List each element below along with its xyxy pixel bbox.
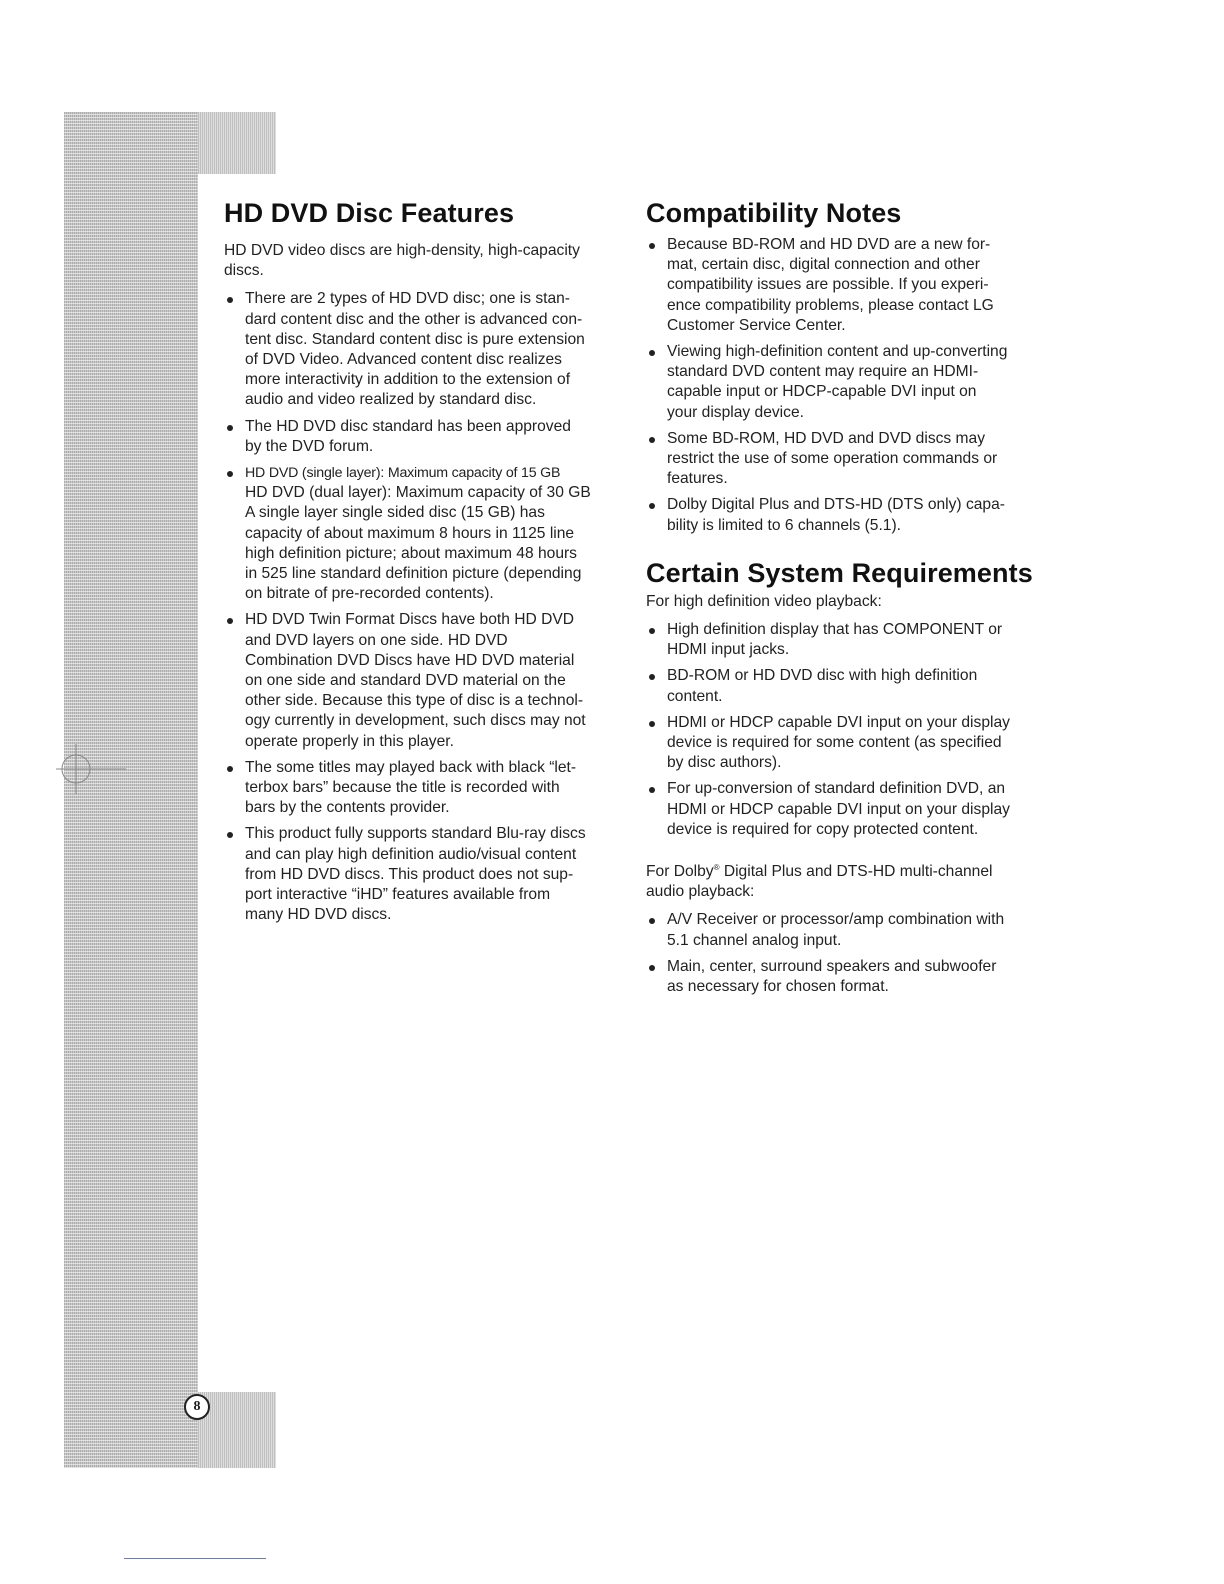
list-item [224,289,620,410]
top-tab-decoration [198,112,276,174]
text-line: tent disc. Standard content disc is pure extension [245,330,585,348]
text-line: other side. Because this type of disc is a technol- [245,692,584,710]
text-line: mat, certain disc, digital connection and other [667,256,980,274]
audio-intro: For Dolby® Digital Plus and DTS-HD multi-channel audio playback: [646,862,1046,902]
text-line: There are 2 types of HD DVD disc; one is stan- [245,290,571,308]
list-item [646,620,1046,660]
requirements-list [646,620,1046,840]
text-line: Viewing high-definition content and up-converting [667,343,1008,361]
text-line: capacity of about maximum 8 hours in 1125 line [245,524,575,542]
text-line: standard DVD content may require an HDMI- [667,363,979,381]
section-title-compatibility: Compatibility Notes [646,198,902,228]
text-line: as necessary for chosen format. [667,978,889,996]
list-item [646,779,1046,840]
intro-paragraph [224,241,620,281]
text-line: in 525 line standard definition picture (depending [245,565,582,583]
text-line: audio playback: [646,883,755,901]
text-line: on bitrate of pre-recorded contents). [245,585,494,603]
text-line: more interactivity in addition to the extension of [245,371,571,389]
text-line: bars by the contents provider. [245,799,450,817]
list-item [646,713,1046,774]
text-line: 5.1 channel analog input. [667,931,842,949]
text-line: The HD DVD disc standard has been approved [245,417,571,435]
text-line: HD DVD video discs are high-density, high-capacity [224,242,580,259]
text-line: High definition display that has COMPONENT or [667,621,1003,639]
page-number: 8 [184,1394,210,1420]
list-item [224,417,620,457]
text-line: A single layer single sided disc (15 GB) has [245,504,545,522]
list-item [646,666,1046,706]
text-line: HDMI or HDCP capable DVI input on your display [667,713,1010,731]
list-item [224,610,620,751]
text-line: discs. [224,262,264,280]
text-line: device is required for copy protected content. [667,820,979,838]
list-item [224,758,620,819]
text-line: by disc authors). [667,754,782,772]
text-line: capable input or HDCP-capable DVI input on [667,383,977,401]
list-item [224,824,620,925]
text-line: Customer Service Center. [667,316,846,334]
text-line: on one side and standard DVD material on the [245,672,566,690]
text-line: ogy currently in development, such discs may not [245,712,586,730]
footer-rule [124,1558,266,1559]
text-line: device is required for some content (as specified [667,734,1002,752]
text-line: content. [667,687,723,705]
text-line: HDMI or HDCP capable DVI input on your display [667,800,1010,818]
text-line: HD DVD (single layer): Maximum capacity of 15 GB [245,465,561,482]
text-line: features. [667,470,728,488]
text-line: Dolby Digital Plus and DTS-HD (DTS only) capa- [667,496,1005,514]
text-line: and can play high definition audio/visual content [245,845,577,863]
section-title-system-requirements: Certain System Requirements [646,557,1033,588]
text-line: Because BD-ROM and HD DVD are a new for- [667,236,991,253]
text-line: A/V Receiver or processor/amp combination with [667,911,1005,929]
list-item [646,910,1046,950]
list-item [646,235,1046,336]
text-line: many HD DVD discs. [245,906,392,924]
features-list [224,289,620,925]
text-line: and DVD layers on one side. HD DVD [245,631,508,649]
text-line: Combination DVD Discs have HD DVD material [245,651,575,669]
text-line: BD-ROM or HD DVD disc with high definition [667,667,978,685]
left-column [224,196,620,926]
text-line: of DVD Video. Advanced content disc realizes [245,351,562,369]
text-line: port interactive “iHD” features available from [245,886,551,904]
text-line: HDMI input jacks. [667,641,790,659]
text-line: from HD DVD discs. This product does not sup- [245,865,574,883]
text-line: Main, center, surround speakers and subwoofer [667,957,997,975]
requirements-intro: For high definition video playback: [646,592,882,610]
text-line: restrict the use of some operation commands or [667,450,998,468]
text-line: compatibility issues are possible. If you experi- [667,276,989,294]
registered-mark: ® [713,862,720,872]
registration-mark-icon [56,734,126,804]
text-line: HD DVD (dual layer): Maximum capacity of 30 GB [245,484,591,502]
text-line: For up-conversion of standard definition DVD, an [667,780,1006,798]
text-line: ence compatibility problems, please contact LG [667,296,994,314]
text-line: The some titles may played back with black “let- [245,758,577,776]
text-line: audio and video realized by standard disc. [245,391,537,409]
text-line: terbox bars” because the title is recorded with [245,779,560,797]
text-line: high definition picture; about maximum 48 hours [245,544,577,562]
text-line: Some BD-ROM, HD DVD and DVD discs may [667,429,986,447]
text-line: This product fully supports standard Blu-ray discs [245,825,586,843]
list-item [646,342,1046,423]
text-line: your display device. [667,403,804,421]
list-item [646,429,1046,490]
text-line: by the DVD forum. [245,437,374,455]
text-line: HD DVD Twin Format Discs have both HD DVD [245,611,574,629]
audio-requirements-list [646,910,1046,997]
text-line: bility is limited to 6 channels (5.1). [667,516,902,534]
text-line: dard content disc and the other is advanced con- [245,310,583,328]
right-column [646,196,1046,997]
list-item [224,463,620,604]
text-line: operate properly in this player. [245,732,454,750]
list-item [646,495,1046,535]
section-title-hd-dvd-features: HD DVD Disc Features [224,198,515,228]
list-item [646,957,1046,997]
compatibility-list [646,235,1046,536]
